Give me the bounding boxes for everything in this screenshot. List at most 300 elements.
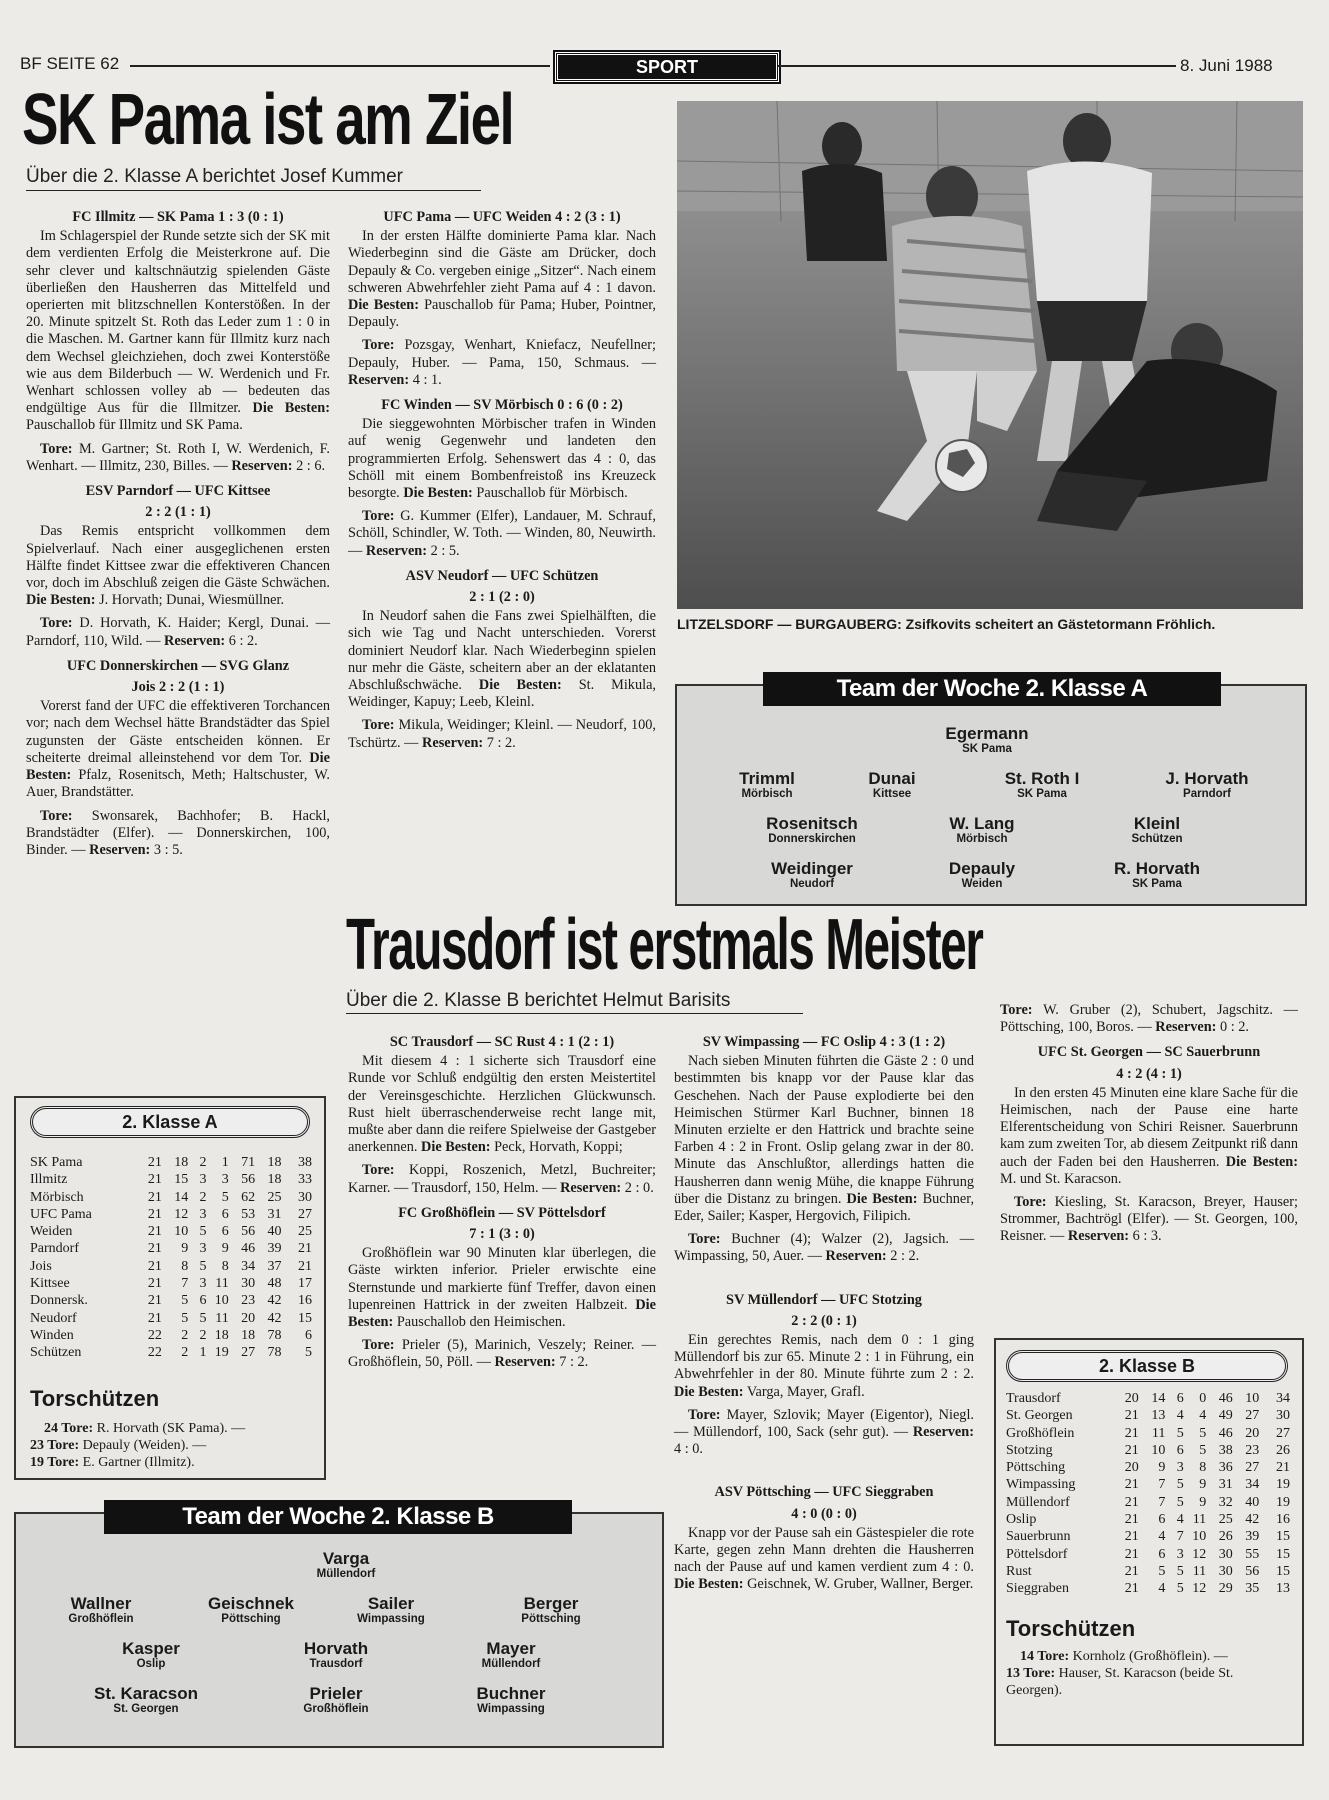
byline-1-rule xyxy=(26,190,481,191)
stat-cell: 21 xyxy=(147,1206,162,1222)
stat-cell: 27 xyxy=(1245,1408,1260,1424)
match-heading: ASV Neudorf — UFC Schützen xyxy=(405,567,599,584)
stat-cell: 30 xyxy=(298,1189,312,1205)
stat-cell: 12 xyxy=(1192,1546,1207,1562)
stat-cell: 4 xyxy=(1176,1408,1184,1424)
stat-cell: 26 xyxy=(1276,1442,1290,1458)
stat-cell: 25 xyxy=(267,1189,282,1205)
table-row xyxy=(30,1292,312,1309)
stat-cell: 12 xyxy=(174,1206,189,1222)
stat-cell: 15 xyxy=(1276,1563,1290,1579)
match-score: 4 : 2 (4 : 1) xyxy=(1116,1065,1182,1082)
stat-cell: 5 xyxy=(221,1189,229,1205)
match-scorers: Tore: Koppi, Roszenich, Metzl, Buchreiter; Karner. — Trausdorf, 150, Helm. — Reserven: 2 : 0. xyxy=(348,1162,656,1196)
table-row xyxy=(1006,1528,1290,1545)
match-heading: UFC Pama — UFC Weiden 4 : 2 (3 : 1) xyxy=(383,209,621,225)
stat-cell: 15 xyxy=(1276,1529,1290,1545)
headline-2: Trausdorf ist erstmals Meister xyxy=(346,905,983,985)
stat-cell: 34 xyxy=(1245,1477,1260,1493)
player-entry: W. Lang Mörbisch xyxy=(949,814,1015,845)
player-entry: Horvath Trausdorf xyxy=(303,1639,369,1670)
stat-cell: 42 xyxy=(1245,1512,1260,1528)
stat-cell: 46 xyxy=(1218,1391,1233,1406)
table-row xyxy=(30,1189,312,1206)
stat-cell: 27 xyxy=(1245,1460,1260,1476)
team-name-cell: Trausdorf xyxy=(1006,1391,1061,1406)
table-row xyxy=(1006,1442,1290,1459)
table-row xyxy=(1006,1407,1290,1424)
stat-cell: 11 xyxy=(1192,1512,1207,1528)
stat-cell: 3 xyxy=(199,1172,207,1188)
match-report: In Neudorf sahen die Fans zwei Spielhälften, die sich wie Tag und Nacht unterschieden. Vorerst dominiert Neudorf klar. Nach Wiederbeginn spielen nur mehr die Gäste, scheitern aber an der eklatanten Abschlußschwäche. Die Besten: St. Mikula, Weidinger, Kapuy; Leeb, Kleinl. xyxy=(348,608,656,711)
match-heading: FC Winden — SV Mörbisch 0 : 6 (0 : 2) xyxy=(381,397,623,414)
stat-cell: 19 xyxy=(1276,1494,1290,1510)
stat-cell: 21 xyxy=(1124,1477,1139,1493)
team-name-cell: Mörbisch xyxy=(30,1189,84,1205)
scorer-line: 19 Tore: E. Gartner (Illmitz). xyxy=(30,1455,195,1470)
match-report: Großhöflein war 90 Minuten klar überlegen, die Gäste wirkten inferior. Prieler erwischte eine Sternstunde und markierte fünf Treffer, davon einen lupenreinen Hattrick in der zweiten Halbzeit. Die Besten: Pauschallob den Heimischen. xyxy=(348,1245,657,1331)
match-report: Vorerst fand der UFC die effektiveren Torchancen vor; nach dem Wechsel hätte Brandstädter das Spiel zugunsten der Gäste entscheiden können. Er scheiterte dreimal alleinstehend vor dem Tor. Die Besten: Pfalz, Rosenitsch, Meth; Haltschuster, W. Auer, Brandstätter. xyxy=(26,698,330,801)
player-entry: Prieler Großhöflein xyxy=(303,1684,369,1715)
match-scorers: Tore: Mayer, Szlovik; Mayer (Eigentor), Niegl. — Müllendorf, 100, Sack (sehr gut). — Reserven: 4 : 0. xyxy=(674,1406,974,1458)
team-name-cell: Parndorf xyxy=(30,1241,79,1257)
team-of-week-b xyxy=(14,1503,664,1748)
stat-cell: 38 xyxy=(298,1155,312,1170)
match-heading: SC Trausdorf — SC Rust 4 : 1 (2 : 1) xyxy=(389,1034,615,1050)
scorer-line: 14 Tore: Kornholz (Großhöflein). — xyxy=(1020,1649,1228,1664)
stat-cell: 8 xyxy=(1199,1460,1207,1476)
team-name-cell: Pöttsching xyxy=(1006,1460,1066,1476)
stat-cell: 2 xyxy=(181,1345,189,1361)
stat-cell: 3 xyxy=(221,1172,229,1188)
table-row xyxy=(1006,1459,1290,1476)
stat-cell: 56 xyxy=(1245,1563,1260,1579)
stat-cell: 46 xyxy=(241,1241,256,1257)
match-report: Mit diesem 4 : 1 sicherte sich Trausdorf eine Runde vor Schluß endgültig den ersten Meistertitel der Vereinsgeschichte. Herzlichen Glückwunsch. Rust hielt überraschenderweise recht lange mit, mußte aber dann die reifere Spielweise der Gastgeber anerkennen. Die Besten: Peck, Horvath, Koppi; xyxy=(348,1053,656,1156)
stat-cell: 48 xyxy=(267,1276,282,1292)
stat-cell: 39 xyxy=(1245,1529,1260,1545)
match-scorers: Tore: Mikula, Weidinger; Kleinl. — Neudorf, 100, Tschürtz. — Reserven: 7 : 2. xyxy=(348,717,656,751)
column-1 xyxy=(26,205,330,867)
stat-cell: 36 xyxy=(1218,1460,1233,1476)
table-row xyxy=(1006,1494,1290,1511)
match-heading: UFC St. Georgen — SC Sauerbrunn xyxy=(1037,1044,1261,1061)
stat-cell: 16 xyxy=(1276,1512,1290,1528)
match-scorers: Tore: Pozsgay, Wenhart, Kniefacz, Neufellner; Depauly, Huber. — Pama, 150, Schmaus. — Reserven: 4 : 1. xyxy=(348,337,656,388)
stat-cell: 21 xyxy=(1124,1512,1139,1528)
stat-cell: 21 xyxy=(298,1258,312,1274)
stat-cell: 10 xyxy=(174,1224,189,1240)
stat-cell: 23 xyxy=(1245,1442,1260,1458)
stat-cell: 6 xyxy=(199,1293,207,1309)
stat-cell: 10 xyxy=(214,1293,229,1309)
team-name-cell: Schützen xyxy=(30,1345,82,1361)
stat-cell: 21 xyxy=(1124,1546,1139,1562)
stat-cell: 4 xyxy=(1176,1512,1184,1528)
stat-cell: 9 xyxy=(1158,1460,1166,1476)
stat-cell: 30 xyxy=(1218,1546,1233,1562)
player-entry: Mayer Müllendorf xyxy=(481,1639,541,1670)
stat-cell: 21 xyxy=(1124,1408,1139,1424)
stat-cell: 5 xyxy=(199,1258,207,1274)
player-entry: Kasper Oslip xyxy=(122,1639,180,1670)
stat-cell: 34 xyxy=(241,1258,256,1274)
match-report: In den ersten 45 Minuten eine klare Sache für die Heimischen, nach der Pause eine harte Elferentscheidung von Schiri Reisner. Sauerbrunn kam zum zweiten Tor, ab diesem Zeitpunkt riß dann auch der Faden bei den Hausherren. Die Besten: M. und St. Karacson. xyxy=(1000,1084,1299,1187)
team-name-cell: Weiden xyxy=(30,1224,73,1240)
player-entry: R. Horvath SK Pama xyxy=(1114,859,1200,890)
team-name-cell: UFC Pama xyxy=(30,1206,92,1222)
team-name-cell: Großhöflein xyxy=(1006,1425,1075,1441)
standings-table-a xyxy=(14,1096,326,1480)
scorer-line: 23 Tore: Depauly (Weiden). — xyxy=(30,1438,207,1453)
header-rule-right xyxy=(778,65,1176,67)
stat-cell: 31 xyxy=(1218,1477,1233,1493)
stat-cell: 18 xyxy=(214,1327,229,1343)
match-heading: UFC Donnerskirchen — SVG Glanz xyxy=(66,657,290,674)
page-date: 8. Juni 1988 xyxy=(1180,56,1273,75)
match-score: 7 : 1 (3 : 0) xyxy=(469,1226,535,1243)
stat-cell: 21 xyxy=(147,1258,162,1274)
team-name-cell: Sieggraben xyxy=(1006,1581,1069,1597)
stat-cell: 40 xyxy=(1245,1494,1260,1510)
stat-cell: 21 xyxy=(147,1276,162,1292)
stat-cell: 16 xyxy=(298,1293,312,1309)
match-scorers: Tore: D. Horvath, K. Haider; Kergl, Dunai. — Parndorf, 110, Wild. — Reserven: 6 : 2. xyxy=(26,615,330,649)
stat-cell: 21 xyxy=(147,1241,162,1257)
stat-cell: 1 xyxy=(199,1345,207,1361)
table-row xyxy=(30,1310,312,1327)
stat-cell: 9 xyxy=(221,1241,229,1257)
stat-cell: 3 xyxy=(1176,1460,1184,1476)
table-row xyxy=(30,1171,312,1188)
stat-cell: 21 xyxy=(1276,1460,1290,1476)
standings-table-b xyxy=(994,1338,1304,1746)
photo-caption: LITZELSDORF — BURGAUBERG: Zsifkovits scheitert an Gästetormann Fröhlich. xyxy=(677,616,1216,632)
stat-cell: 21 xyxy=(147,1172,162,1188)
match-score: 2 : 1 (2 : 0) xyxy=(469,589,535,606)
column-3 xyxy=(348,1030,656,1380)
table-row xyxy=(1006,1390,1290,1407)
stat-cell: 14 xyxy=(1151,1391,1166,1406)
stat-cell: 4 xyxy=(1199,1408,1207,1424)
stat-cell: 8 xyxy=(181,1258,189,1274)
table-row xyxy=(1006,1476,1290,1493)
player-entry: J. Horvath Parndorf xyxy=(1165,769,1249,800)
column-5 xyxy=(1000,1002,1298,1254)
headline-1: SK Pama ist am Ziel xyxy=(22,80,514,160)
match-scorers: Tore: W. Gruber (2), Schubert, Jagschitz. — Pöttsching, 100, Boros. — Reserven: 0 : 2. xyxy=(1000,1002,1298,1036)
stat-cell: 35 xyxy=(1245,1581,1260,1597)
match-scorers: Tore: Swonsarek, Bachhofer; B. Hackl, Brandstädter (Elfer). — Donnerskirchen, 100, Binder. — Reserven: 3 : 5. xyxy=(26,807,331,858)
column-4 xyxy=(674,1030,974,1600)
stat-cell: 15 xyxy=(174,1172,189,1188)
stat-cell: 5 xyxy=(181,1293,189,1309)
team-of-week-a xyxy=(675,675,1307,906)
team-name-cell: Donnersk. xyxy=(30,1293,88,1309)
table-row xyxy=(1006,1563,1290,1580)
player-entry: Varga Müllendorf xyxy=(316,1549,376,1580)
stat-cell: 18 xyxy=(267,1172,282,1188)
stat-cell: 49 xyxy=(1218,1408,1233,1424)
scorers-b-list xyxy=(1006,1648,1290,1699)
scorers-a-list xyxy=(30,1420,312,1471)
stat-cell: 18 xyxy=(241,1327,256,1343)
match-heading: SV Müllendorf — UFC Stotzing xyxy=(726,1291,922,1308)
match-report: Knapp vor der Pause sah ein Gästespieler die rote Karte, gegen zehn Mann drehten die Hausherren nach der Pause auf und kamen verdient zum 4 : 0. Die Besten: Geischnek, W. Gruber, Wallner, Berger. xyxy=(674,1524,974,1593)
section-tag: SPORT xyxy=(555,52,779,82)
match-report: Das Remis entspricht vollkommen dem Spielverlauf. Nach einer ausgeglichenen ersten Hälfte findet Kittsee zwar die effektiveren Chancen vor, doch im Abschluß zeigen die Gäste Schwächen. Die Besten: J. Horvath; Dunai, Wiesmüllner. xyxy=(26,523,330,609)
stat-cell: 33 xyxy=(298,1172,312,1188)
match-report: Nach sieben Minuten führten die Gäste 2 : 0 und bestimmten bis knapp vor der Pause klar das Geschehen. Nach der Pause explodierte bei den Heimischen Stürmer Karl Buchner, binnen 18 Minuten erzielte er den Hattrick und brachte seine Farben 4 : 2 in Front. Oslip gelang zwar in der 80. Minute das Anschlußtor, allerdings hatten die Hausherren dann wenig Mühe, die knappe Führung über die Distanz zu bringen. Die Besten: Buchner, Eder, Sailer; Kasper, Hergovich, Filipich. xyxy=(674,1053,975,1225)
match-heading: ESV Parndorf — UFC Kittsee xyxy=(85,483,271,500)
table-row xyxy=(1006,1546,1290,1563)
match-score: 4 : 0 (0 : 0) xyxy=(791,1505,857,1522)
match-heading: FC Großhöflein — SV Pöttelsdorf xyxy=(398,1204,606,1221)
player-entry: St. Roth I SK Pama xyxy=(1004,769,1080,800)
stat-cell: 5 xyxy=(305,1345,312,1361)
standings-a-title: 2. Klasse A xyxy=(30,1106,310,1138)
match-score: 2 : 2 (0 : 1) xyxy=(791,1312,857,1329)
stat-cell: 5 xyxy=(181,1310,189,1326)
player-entry: Sailer Wimpassing xyxy=(357,1594,425,1625)
match-score: Jois 2 : 2 (1 : 1) xyxy=(131,679,225,696)
stat-cell: 5 xyxy=(199,1224,207,1240)
team-name-cell: Müllendorf xyxy=(1006,1494,1070,1510)
byline-2-rule xyxy=(346,1013,803,1014)
stat-cell: 6 xyxy=(221,1224,229,1240)
stat-cell: 6 xyxy=(1176,1391,1184,1406)
stat-cell: 6 xyxy=(1158,1546,1166,1562)
stat-cell: 10 xyxy=(1245,1391,1260,1406)
stat-cell: 30 xyxy=(1218,1563,1233,1579)
table-row xyxy=(30,1240,312,1257)
stat-cell: 9 xyxy=(1199,1494,1207,1510)
stat-cell: 5 xyxy=(1176,1581,1184,1597)
team-name-cell: Rust xyxy=(1006,1563,1032,1579)
byline-2: Über die 2. Klasse B berichtet Helmut Barisits xyxy=(346,990,731,1011)
stat-cell: 7 xyxy=(181,1276,189,1292)
stat-cell: 78 xyxy=(267,1345,282,1361)
stat-cell: 4 xyxy=(1158,1529,1166,1545)
stat-cell: 27 xyxy=(241,1345,256,1361)
stat-cell: 21 xyxy=(147,1224,162,1240)
stat-cell: 20 xyxy=(1124,1391,1139,1406)
team-name-cell: Neudorf xyxy=(30,1310,77,1326)
table-row xyxy=(30,1206,312,1223)
stat-cell: 21 xyxy=(1124,1442,1139,1458)
standings-b-title: 2. Klasse B xyxy=(1006,1350,1288,1382)
stat-cell: 31 xyxy=(267,1206,282,1222)
stat-cell: 5 xyxy=(1176,1425,1184,1441)
stat-cell: 8 xyxy=(221,1258,229,1274)
stat-cell: 18 xyxy=(174,1155,189,1170)
column-2 xyxy=(348,205,656,760)
stat-cell: 0 xyxy=(1199,1391,1207,1406)
header-rule-left xyxy=(130,65,550,67)
stat-cell: 62 xyxy=(241,1189,256,1205)
stat-cell: 30 xyxy=(1276,1408,1290,1424)
stat-cell: 25 xyxy=(298,1224,312,1240)
stat-cell: 18 xyxy=(267,1155,282,1170)
match-scorers: Tore: G. Kummer (Elfer), Landauer, M. Schrauf, Schöll, Schindler, W. Toth. — Winden, 80, Neuwirth. — Reserven: 2 : 5. xyxy=(348,508,656,559)
stat-cell: 11 xyxy=(215,1276,229,1292)
page-label: BF SEITE 62 xyxy=(20,54,120,73)
player-entry: Depauly Weiden xyxy=(948,859,1016,890)
stat-cell: 2 xyxy=(181,1327,189,1343)
stat-cell: 10 xyxy=(1192,1529,1207,1545)
stat-cell: 21 xyxy=(1124,1529,1139,1545)
stat-cell: 21 xyxy=(147,1310,162,1326)
player-entry: Kleinl Schützen xyxy=(1131,814,1183,845)
stat-cell: 71 xyxy=(241,1155,256,1170)
team-name-cell: SK Pama xyxy=(30,1155,83,1170)
team-name-cell: Wimpassing xyxy=(1006,1477,1076,1493)
stat-cell: 20 xyxy=(1124,1460,1139,1476)
stat-cell: 56 xyxy=(241,1172,256,1188)
scorers-a-title: Torschützen xyxy=(30,1386,160,1411)
player-entry: Buchner Wimpassing xyxy=(476,1684,546,1715)
table-row xyxy=(1006,1425,1290,1442)
stat-cell: 21 xyxy=(298,1241,312,1257)
stat-cell: 11 xyxy=(1151,1425,1166,1441)
stat-cell: 9 xyxy=(181,1241,189,1257)
stat-cell: 30 xyxy=(241,1276,256,1292)
stat-cell: 5 xyxy=(1176,1494,1184,1510)
stat-cell: 46 xyxy=(1218,1425,1233,1441)
stat-cell: 38 xyxy=(1218,1442,1233,1458)
team-name-cell: Oslip xyxy=(1006,1512,1037,1528)
stat-cell: 11 xyxy=(1192,1563,1207,1579)
player-entry: Egermann SK Pama xyxy=(945,724,1029,755)
stat-cell: 56 xyxy=(241,1224,256,1240)
match-scorers: Tore: M. Gartner; St. Roth I, W. Werdenich, F. Wenhart. — Illmitz, 230, Billes. — Reserven: 2 : 6. xyxy=(26,440,330,474)
stat-cell: 7 xyxy=(1158,1477,1166,1493)
scorer-line: 24 Tore: R. Horvath (SK Pama). — xyxy=(44,1421,246,1436)
match-scorers: Tore: Buchner (4); Walzer (2), Jagsich. — Wimpassing, 50, Auer. — Reserven: 2 : 2. xyxy=(674,1231,974,1265)
stat-cell: 20 xyxy=(1245,1425,1260,1441)
stat-cell: 7 xyxy=(1176,1529,1184,1545)
match-report: Ein gerechtes Remis, nach dem 0 : 1 ging Müllendorf bis zur 65. Minute 2 : 1 in Führung, ein Abwehrfehler in der 80. Minute führte zum 2 : 2. Die Besten: Varga, Mayer, Grafl. xyxy=(674,1332,974,1400)
match-heading: ASV Pöttsching — UFC Sieggraben xyxy=(714,1484,934,1501)
match-score: 2 : 2 (1 : 1) xyxy=(145,504,211,521)
stat-cell: 26 xyxy=(1218,1529,1233,1545)
stat-cell: 34 xyxy=(1276,1391,1290,1406)
stat-cell: 3 xyxy=(199,1206,207,1222)
stat-cell: 40 xyxy=(267,1224,282,1240)
stat-cell: 5 xyxy=(1158,1563,1166,1579)
stat-cell: 17 xyxy=(298,1276,312,1292)
stat-cell: 21 xyxy=(147,1189,162,1205)
stat-cell: 5 xyxy=(199,1310,207,1326)
match-heading: FC Illmitz — SK Pama 1 : 3 (0 : 1) xyxy=(72,209,284,225)
stat-cell: 39 xyxy=(267,1241,282,1257)
stat-cell: 78 xyxy=(267,1327,282,1343)
stat-cell: 5 xyxy=(1176,1477,1184,1493)
table-row xyxy=(30,1258,312,1275)
player-entry: Geischnek Pöttsching xyxy=(208,1594,294,1625)
stat-cell: 20 xyxy=(241,1310,256,1326)
stat-cell: 3 xyxy=(1176,1546,1184,1562)
match-scorers: Tore: Kiesling, St. Karacson, Breyer, Hauser; Strommer, Bachtrögl (Elfer). — St. Georgen, 100, Reisner. — Reserven: 6 : 3. xyxy=(1000,1194,1298,1245)
stat-cell: 4 xyxy=(1158,1581,1166,1597)
stat-cell: 21 xyxy=(1124,1494,1139,1510)
stat-cell: 22 xyxy=(147,1327,162,1343)
stat-cell: 21 xyxy=(1124,1563,1139,1579)
team-of-week-b-title: Team der Woche 2. Klasse B xyxy=(104,1500,572,1534)
stat-cell: 19 xyxy=(1276,1477,1290,1493)
stat-cell: 53 xyxy=(241,1206,256,1222)
stat-cell: 25 xyxy=(1218,1512,1233,1528)
stat-cell: 29 xyxy=(1218,1581,1233,1597)
stat-cell: 2 xyxy=(199,1155,207,1170)
stat-cell: 6 xyxy=(305,1327,312,1343)
match-report: Die sieggewohnten Mörbischer trafen in Winden auf wenig Gegenwehr und landeten den programmierten Erfolg. Sehenswert das 4 : 0, das Schöll mit einem Bombenfreistoß ins Kreuzeck besorgte. Die Besten: Pauschallob für Mörbisch. xyxy=(348,416,656,502)
stat-cell: 13 xyxy=(1151,1408,1166,1424)
stat-cell: 9 xyxy=(1199,1477,1207,1493)
stat-cell: 37 xyxy=(267,1258,282,1274)
standings-b-grid xyxy=(1006,1390,1290,1598)
scorer-line: 13 Tore: Hauser, St. Karacson (beide St. Georgen). xyxy=(1006,1666,1234,1698)
stat-cell: 6 xyxy=(221,1206,229,1222)
football-scene-illustration xyxy=(677,101,1303,609)
team-name-cell: Pöttelsdorf xyxy=(1006,1546,1068,1562)
stat-cell: 6 xyxy=(1176,1442,1184,1458)
player-entry: Wallner Großhöflein xyxy=(68,1594,134,1625)
player-entry: Rosenitsch Donnerskirchen xyxy=(766,814,858,845)
stat-cell: 21 xyxy=(1124,1425,1139,1441)
match-photo xyxy=(677,101,1303,609)
table-row xyxy=(30,1327,312,1344)
player-entry: Trimml Mörbisch xyxy=(739,769,795,800)
team-name-cell: Winden xyxy=(30,1327,74,1343)
scorers-b-title: Torschützen xyxy=(1006,1616,1136,1641)
stat-cell: 3 xyxy=(199,1241,207,1257)
stat-cell: 10 xyxy=(1151,1442,1166,1458)
match-heading: SV Wimpassing — FC Oslip 4 : 3 (1 : 2) xyxy=(702,1034,946,1050)
stat-cell: 7 xyxy=(1158,1494,1166,1510)
player-entry: Weidinger Neudorf xyxy=(771,859,853,890)
stat-cell: 21 xyxy=(1124,1581,1139,1597)
stat-cell: 11 xyxy=(215,1310,229,1326)
match-report: In der ersten Hälfte dominierte Pama klar. Nach Wiederbeginn sind die Gäste am Drücker, doch Depauly & Co. vergeben einige „Sitzer“. Nach einem schweren Abwehrfehler zieht Pama auf 4 : 1 davon. Die Besten: Pauschallob für Pama; Huber, Pointner, Depauly. xyxy=(348,228,657,331)
stat-cell: 5 xyxy=(1199,1425,1207,1441)
table-row xyxy=(30,1275,312,1292)
match-report: Im Schlagerspiel der Runde setzte sich der SK mit dem verdienten Erfolg die Meisterkrone auf. Die sehr clever und kaltschnäutzig spielenden Gäste überließen den Hausherren das Mittelfeld und operierten mit blitzschnellen Konterstößen. In der 20. Minute spitzelt St. Roth das Leder zum 1 : 0 in die Maschen. M. Gartner kann für Illmitz kurz nach dem Wechsel gleichziehen, doch zwei Konterstöße wie aus dem Bilderbuch — W. Werdenich und Fr. Wenhart schlossen volley ab — bedeuten das endgültige Aus für die Illmitzer. Die Besten: Pauschallob für Illmitz und SK Pama. xyxy=(26,228,330,434)
stat-cell: 21 xyxy=(147,1293,162,1309)
stat-cell: 22 xyxy=(147,1345,162,1361)
byline-1: Über die 2. Klasse A berichtet Josef Kummer xyxy=(26,166,404,187)
standings-a-grid xyxy=(30,1154,312,1362)
stat-cell: 42 xyxy=(267,1310,282,1326)
stat-cell: 12 xyxy=(1192,1581,1207,1597)
stat-cell: 27 xyxy=(298,1206,312,1222)
table-row xyxy=(1006,1580,1290,1597)
stat-cell: 15 xyxy=(1276,1546,1290,1562)
stat-cell: 21 xyxy=(147,1155,162,1170)
stat-cell: 32 xyxy=(1218,1494,1233,1510)
table-row xyxy=(30,1154,312,1171)
stat-cell: 3 xyxy=(199,1276,207,1292)
stat-cell: 14 xyxy=(174,1189,189,1205)
team-name-cell: Stotzing xyxy=(1006,1442,1053,1458)
stat-cell: 19 xyxy=(214,1345,229,1361)
stat-cell: 1 xyxy=(221,1155,229,1170)
team-of-week-a-title: Team der Woche 2. Klasse A xyxy=(763,672,1221,706)
stat-cell: 13 xyxy=(1276,1581,1290,1597)
match-scorers: Tore: Prieler (5), Marinich, Veszely; Reiner. — Großhöflein, 50, Pöll. — Reserven: 7 : 2. xyxy=(348,1337,656,1371)
team-name-cell: Illmitz xyxy=(30,1172,68,1188)
stat-cell: 23 xyxy=(241,1293,256,1309)
